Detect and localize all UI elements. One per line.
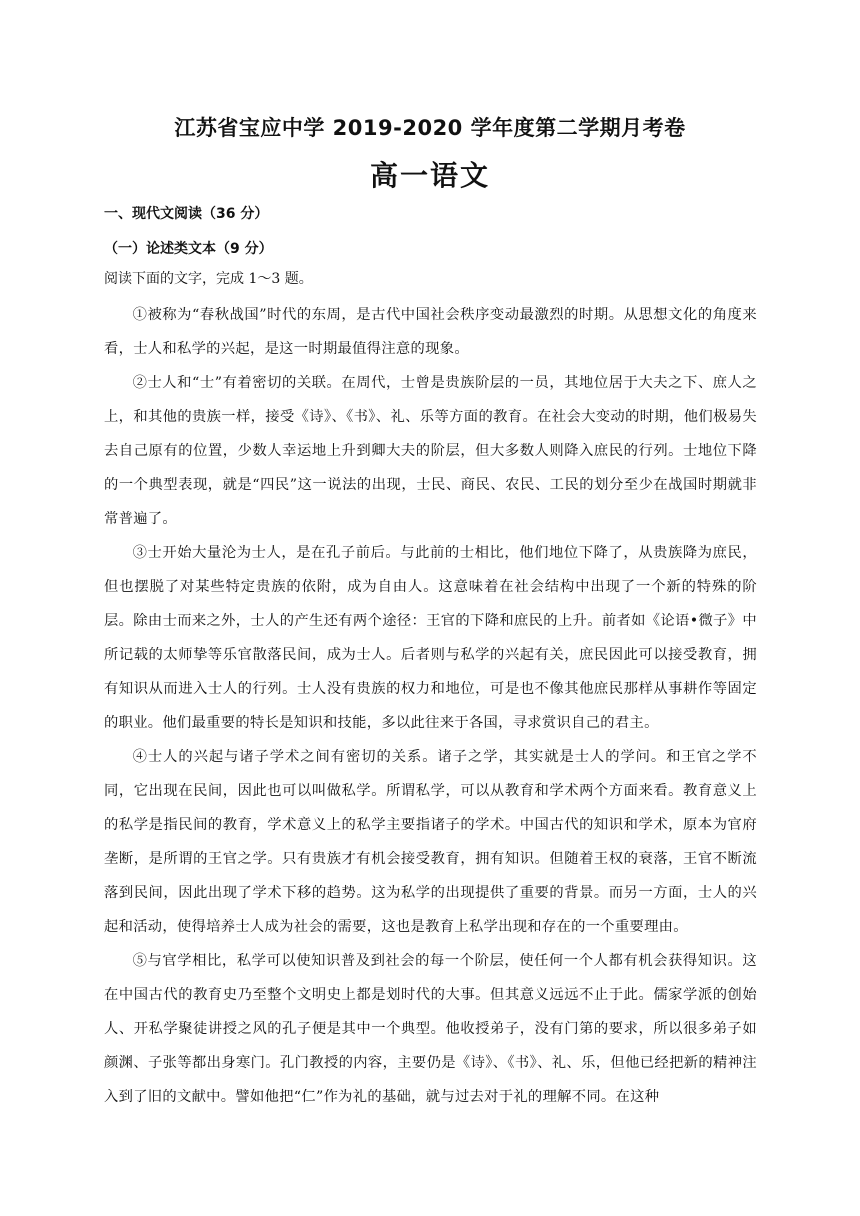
paragraph-5: ⑤与官学相比，私学可以使知识普及到社会的每一个阶层，使任何一个人都有机会获得知识。这在中国古代的教育史乃至整个文明史上都是划时代的大事。但其意义远远不止于此。儒家学派的创始人、开私学聚徒讲授之风的孔子便是其中一个典型。他收授弟子，没有门第的要求，所以很多弟子如颜渊、子张等都出身寒门。孔门教授的内容，主要仍是《诗》、《书》、礼、乐，但他已经把新的精神注入到了旧的文献中。譬如他把“仁”作为礼的基础，就与过去对于礼的理解不同。在这种 [104, 953, 757, 1105]
paragraph-1: ①被称为“春秋战国”时代的东周，是古代中国社会秩序变动最激烈的时期。从思想文化的角度来看，士人和私学的兴起，是这一时期最值得注意的现象。 [104, 307, 757, 357]
paragraph-4: ④士人的兴起与诸子学术之间有密切的关系。诸子之学，其实就是士人的学问。和王官之学不同，它出现在民间，因此也可以叫做私学。所谓私学，可以从教育和学术两个方面来看。教育意义上的私学是指民间的教育，学术意义上的私学主要指诸子的学术。中国古代的知识和学术，原本为官府垄断，是所谓的王官之学。只有贵族才有机会接受教育，拥有知识。但随着王权的衰落，王官不断流落到民间，因此出现了学术下移的趋势。这为私学的出现提供了重要的背景。而另一方面，士人的兴起和活动，使得培养士人成为社会的需要，这也是教育上私学出现和存在的一个重要理由。 [104, 749, 757, 935]
paragraph-2: ②士人和“士”有着密切的关联。在周代，士曾是贵族阶层的一员，其地位居于大夫之下、庶人之上，和其他的贵族一样，接受《诗》、《书》、礼、乐等方面的教育。在社会大变动的时期，他们极易失去自己原有的位置，少数人幸运地上升到卿大夫的阶层，但大多数人则降入庶民的行列。士地位下降的一个典型表现，就是“四民”这一说法的出现，士民、商民、农民、工民的划分至少在战国时期就非常普遍了。 [104, 375, 757, 527]
paragraph-3: ③士开始大量沦为士人，是在孔子前后。与此前的士相比，他们地位下降了，从贵族降为庶民，但也摆脱了对某些特定贵族的依附，成为自由人。这意味着在社会结构中出现了一个新的特殊的阶层。除由士而来之外，士人的产生还有两个途径：王官的下降和庶民的上升。前者如《论语•微子》中所记载的太师挚等乐官散落民间，成为士人。后者则与私学的兴起有关，庶民因此可以接受教育，拥有知识从而进入士人的行列。士人没有贵族的权力和地位，可是也不像其他庶民那样从事耕作等固定的职业。他们最重要的特长是知识和技能，多以此往来于各国，寻求赏识自己的君主。 [104, 545, 757, 731]
subsection-heading: （一）论述类文本（9 分） [104, 241, 273, 257]
section-heading: 一、现代文阅读（36 分） [104, 206, 269, 222]
passage-body [104, 298, 757, 1114]
subject-title: 高一语文 [369, 159, 490, 192]
exam-title: 江苏省宝应中学 2019-2020 学年度第二学期月考卷 [174, 116, 686, 140]
reading-instruction: 阅读下面的文字，完成 1～3 题。 [104, 271, 313, 287]
